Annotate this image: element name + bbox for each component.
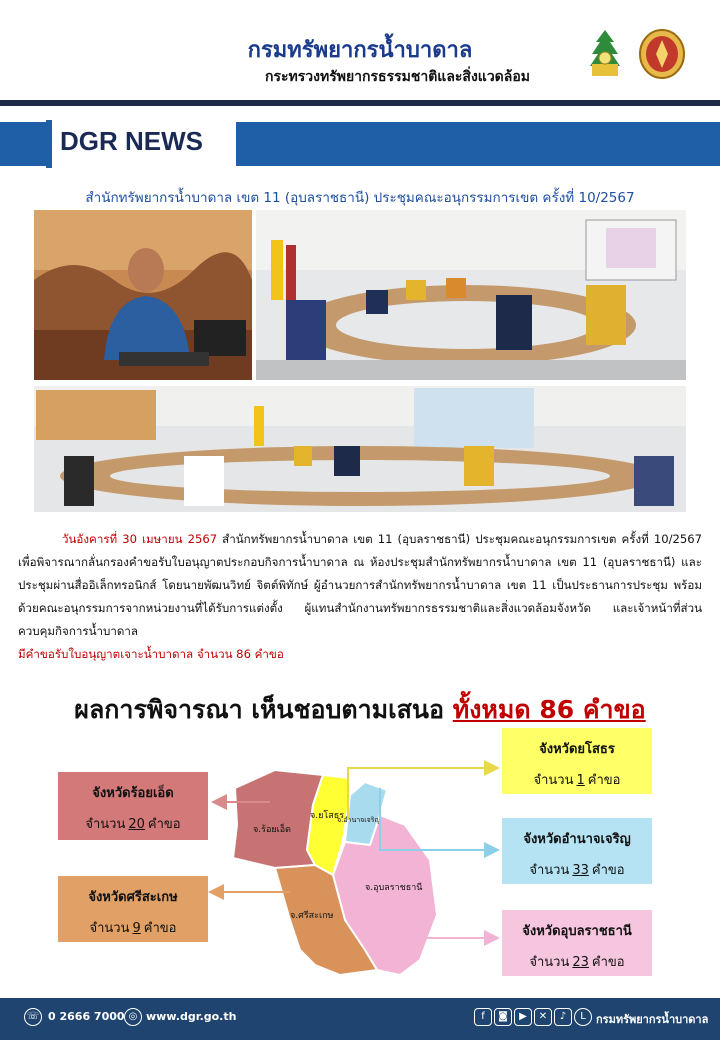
result-prefix: ผลการพิจารณา เห็นชอบตามเสนอ	[74, 695, 445, 724]
header-divider	[0, 100, 720, 106]
page-header	[0, 0, 720, 100]
article-date: วันอังคารที่ 30 เมษายน 2567	[62, 532, 218, 546]
province-count-yasothon: จำนวน 1 คำขอ	[533, 773, 621, 788]
facebook-icon[interactable]: f	[474, 1008, 492, 1026]
photo-meeting-wide	[34, 386, 686, 512]
footer-website[interactable]: www.dgr.go.th	[146, 1010, 237, 1023]
province-count-sisaket: จำนวน 9 คำขอ	[89, 921, 177, 936]
province-count-amnat: จำนวน 33 คำขอ	[529, 863, 625, 878]
footer-phone[interactable]: 0 2666 7000	[48, 1010, 125, 1023]
youtube-icon[interactable]: ▶	[514, 1008, 532, 1026]
map-label-amnat: จ.อำนาจเจริญ	[337, 816, 381, 824]
province-name-ubon: จังหวัดอุบลราชธานี	[522, 924, 632, 939]
headline: สำนักทรัพยากรน้ำบาดาล เขต 11 (อุบลราชธานี) ประชุมคณะอนุกรรมการเขต ครั้งที่ 10/2567	[85, 190, 635, 206]
news-label: DGR NEWS	[60, 126, 203, 156]
globe-icon: ◎	[124, 1008, 142, 1026]
map-label-yasothon: จ.ยโสธร	[310, 811, 345, 821]
province-box-ubon	[502, 910, 652, 976]
line-icon[interactable]: L	[574, 1008, 592, 1026]
photo-chairman	[34, 210, 252, 380]
province-box-roiet	[58, 772, 208, 840]
tiktok-icon[interactable]: ♪	[554, 1008, 572, 1026]
article-body	[18, 528, 702, 666]
province-count-roiet: จำนวน 20 คำขอ	[85, 817, 181, 832]
province-box-sisaket	[58, 876, 208, 942]
map-label-ubon: จ.อุบลราชธานี	[365, 883, 423, 893]
department-title: กรมทรัพยากรน้ำบาดาล	[247, 38, 473, 63]
province-name-sisaket: จังหวัดศรีสะเกษ	[88, 890, 178, 905]
result-heading	[0, 690, 720, 730]
article-closing: มีคำขอรับใบอนุญาตเจาะน้ำบาดาล จำนวน 86 คำขอ	[18, 647, 284, 661]
ministry-subtitle: กระทรวงทรัพยากรธรรมชาติและสิ่งแวดล้อม	[265, 69, 530, 85]
map-label-roiet: จ.ร้อยเอ็ด	[253, 825, 291, 835]
photo-meeting-room	[256, 210, 686, 380]
province-box-amnat	[502, 818, 652, 884]
province-name-yasothon: จังหวัดยโสธร	[539, 742, 615, 757]
phone-icon: ☏	[24, 1008, 42, 1026]
arrow-amnat	[380, 788, 496, 850]
province-name-roiet: จังหวัดร้อยเอ็ด	[92, 786, 174, 801]
footer-org: กรมทรัพยากรน้ำบาดาล	[596, 1013, 709, 1026]
arrow-yasothon	[348, 768, 496, 820]
instagram-icon[interactable]: ◙	[494, 1008, 512, 1026]
page-footer	[0, 998, 720, 1040]
province-box-yasothon	[502, 728, 652, 794]
province-name-amnat: จังหวัดอำนาจเจริญ	[523, 832, 631, 847]
x-icon[interactable]: ✕	[534, 1008, 552, 1026]
dgr-emblem-icon	[638, 28, 686, 80]
result-highlight: ทั้งหมด 86 คำขอ	[452, 695, 646, 724]
ministry-logo-icon	[584, 28, 626, 80]
province-count-ubon: จำนวน 23 คำขอ	[529, 955, 625, 970]
article-text: สำนักทรัพยากรน้ำบาดาล เขต 11 (อุบลราชธานี) ประชุมคณะอนุกรรมการเขต ครั้งที่ 10/2567 เพื่อพิจารณากลั่นกรองคำขอรับใบอนุญาตประกอบกิจการน้ำบาดาล ณ ห้องประชุมสำนักทรัพยากรน้ำบาดาล เขต 11 (อุบลราชธานี) และประชุมผ่านสื่ออิเล็กทรอนิกส์ โดยนายพัฒนวิทย์ จิตต์พิทักษ์ ผู้อำนวยการสำนักทรัพยากรน้ำบาดาล เขต 11 เป็นประธานการประชุม พร้อมด้วยคณะอนุกรรมการจากหน่วยงานที่ได้รับการแต่งตั้ง ผู้แทนสำนักงานทรัพยากรธรรมชาติและสิ่งแวดล้อมจังหวัด และเจ้าหน้าที่ส่วนควบคุมกิจการน้ำบาดาล	[18, 532, 702, 638]
map-label-sisaket: จ.ศรีสะเกษ	[290, 911, 334, 921]
